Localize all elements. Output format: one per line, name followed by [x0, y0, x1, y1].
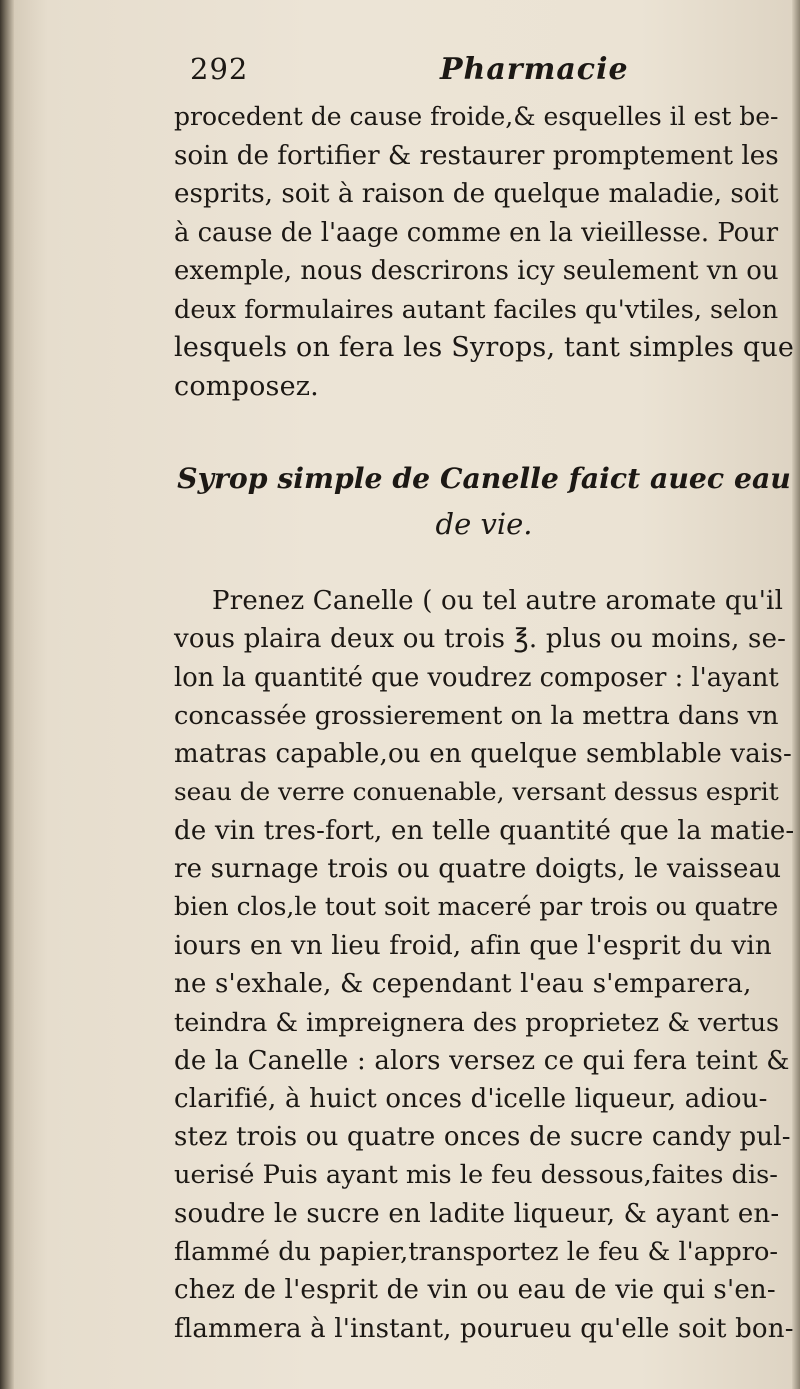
- text-line: chez de l'esprit de vin ou eau de vie qui s'en-: [174, 1275, 776, 1306]
- text-line: lon la quantité que voudrez composer : l'ayant: [174, 662, 779, 693]
- heading-line: Syrop simple de Canelle faict auec eau: [177, 461, 791, 495]
- text-line: matras capable,ou en quelque semblable vais-: [174, 739, 793, 770]
- text-line: bien clos,le tout soit maceré par trois ou quatre: [174, 892, 779, 922]
- text-line: soin de fortifier & restaurer promptement les: [174, 140, 779, 171]
- text-line: de vin tres-fort, en telle quantité que la matie-: [174, 815, 795, 846]
- text-line: clarifié, à huict onces d'icelle liqueur, adiou-: [174, 1083, 768, 1114]
- text-line: à cause de l'aage comme en la vieillesse. Pour: [174, 217, 779, 248]
- text-line: procedent de cause froide,& esquelles il est be-: [174, 102, 779, 131]
- text-line: lesquels on fera les Syrops, tant simples que: [174, 332, 795, 363]
- page-header: [190, 52, 660, 92]
- paragraph-intro: [174, 98, 794, 406]
- text-line: deux formulaires autant faciles qu'vtiles, selon: [174, 294, 779, 325]
- text-line: soudre le sucre en ladite liqueur, & ayant en-: [174, 1198, 780, 1229]
- page-number: 292: [190, 52, 249, 86]
- text-line: composez.: [174, 370, 319, 402]
- page-binding-edge: [0, 0, 14, 1389]
- text-line: vous plaira deux ou trois ℥. plus ou moins, se-: [174, 624, 787, 655]
- running-head: Pharmacie: [440, 52, 629, 87]
- text-line: Prenez Canelle ( ou tel autre aromate qu'il: [212, 586, 784, 616]
- text-line: re surnage trois ou quatre doigts, le vaisseau: [174, 854, 782, 885]
- section-heading: [174, 455, 794, 547]
- text-line: seau de verre conuenable, versant dessus esprit: [174, 777, 779, 807]
- text-line: exemple, nous descrirons icy seulement vn ou: [174, 256, 779, 286]
- text-line: flammera à l'instant, pourueu qu'elle soit bon-: [174, 1313, 794, 1344]
- text-line: ne s'exhale, & cependant l'eau s'emparera,: [174, 968, 752, 999]
- text-line: stez trois ou quatre onces de sucre candy pul-: [174, 1122, 791, 1153]
- text-line: uerisé Puis ayant mis le feu dessous,faites dis-: [174, 1160, 778, 1191]
- paragraph-recipe: [174, 582, 794, 1348]
- text-line: esprits, soit à raison de quelque maladie, soit: [174, 179, 779, 209]
- text-line: de la Canelle : alors versez ce qui fera teint &: [174, 1045, 790, 1076]
- text-line: concassée grossierement on la mettra dans vn: [174, 700, 779, 731]
- text-line: flammé du papier,transportez le feu & l'appro-: [174, 1237, 779, 1268]
- heading-line: de vie.: [435, 507, 533, 541]
- text-line: teindra & impreignera des proprietez & vertus: [174, 1007, 780, 1038]
- text-line: iours en vn lieu froid, afin que l'esprit du vin: [174, 930, 772, 961]
